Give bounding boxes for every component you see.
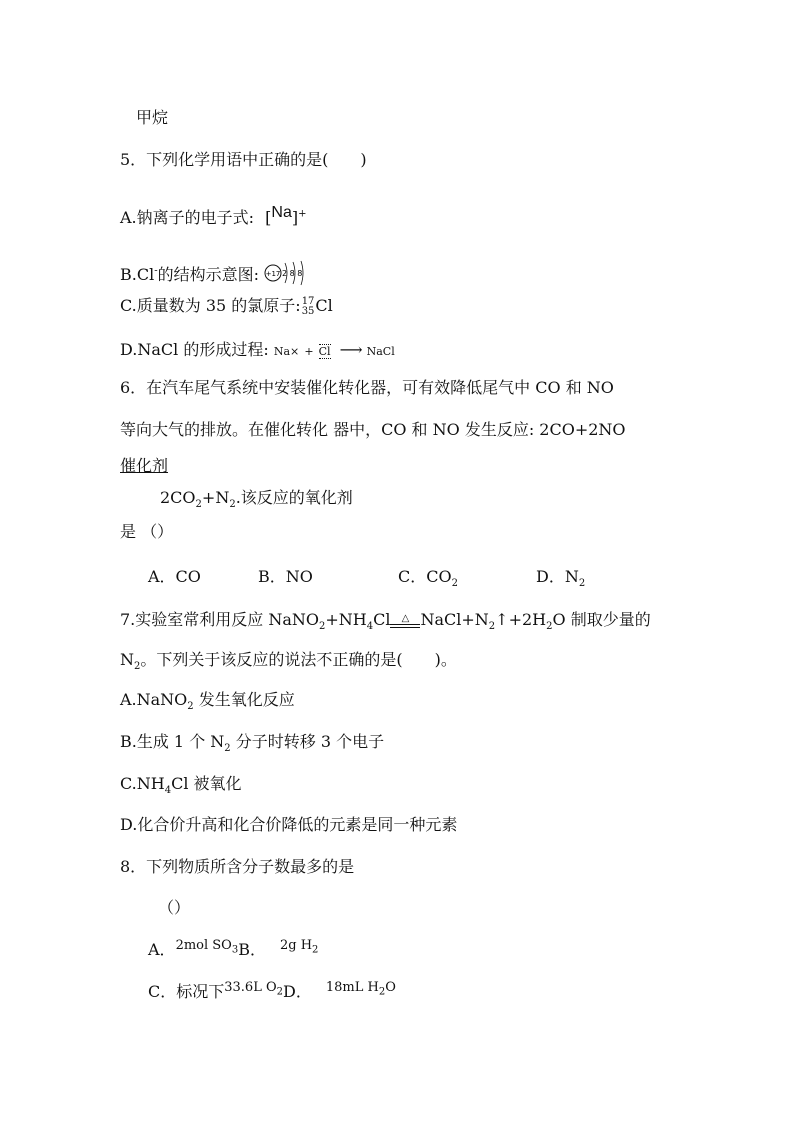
option-b-text-post: 的结构示意图: <box>157 265 259 284</box>
option-a-label: A． <box>148 940 176 959</box>
question-7-option-b: B.生成 1 个 $N_2$ 分子时转移 3 个电子 <box>120 732 385 755</box>
nucleus-label: +17 <box>265 270 281 278</box>
question-8-options-cd: C．标况下$^{33.6L O_2}$D． $^{18mL H_2O}$ <box>148 980 396 1001</box>
question-6-option-a: A．CO <box>148 567 201 586</box>
option-b-sup: - <box>154 265 158 277</box>
plus-sign: + <box>304 345 314 358</box>
question-7-option-c: $C.NH_4Cl$ 被氧化 <box>120 774 242 797</box>
question-6-line-2: 等向大气的排放。在催化转化 器中，CO 和 NO 发生反应: 2CO+2NO <box>120 420 626 439</box>
catalyst-label: 催化剂 <box>120 456 169 475</box>
methane-text: 甲烷 <box>136 108 169 127</box>
sodium-symbol: Na <box>271 204 292 221</box>
charge-plus: + <box>298 208 307 220</box>
question-6-option-c: C．$CO_2$ <box>398 567 458 590</box>
question-6-option-d: D．$N_2$ <box>536 567 586 590</box>
isotope-notation <box>302 297 315 317</box>
option-c-label: C．标况下 <box>148 982 225 1001</box>
question-6-line-1: 6．在汽车尾气系统中安装催化转化器，可有效降低尾气中 CO 和 NO <box>120 378 614 397</box>
option-d-text: D.NaCl 的形成过程: <box>120 340 269 359</box>
isotope-bottom: 35 <box>301 305 315 317</box>
option-b-text-pre: B.Cl <box>120 265 155 284</box>
question-5-option-d: D.NaCl 的形成过程: Na× + Cl ⟶ NaCl <box>120 340 395 359</box>
shell-labels: 2 8 8 <box>282 269 303 278</box>
option-c-text: C.质量数为 35 的氯原子: <box>120 296 301 315</box>
question-7-line-1: 7.实验室常利用反应 $NaNO_2+NH_4Cl$ △ $NaCl+N_2↑+2H_2O$ 制取少量的 <box>120 610 651 633</box>
option-d-label: D． <box>283 982 312 1001</box>
isotope-top: 17 <box>301 295 315 307</box>
question-8-options-ab: A．$^{2mol SO_3}$B． $^{2g H_2}$ <box>148 938 319 959</box>
option-b-label: B． <box>238 940 266 959</box>
reaction-arrow: ⟶ <box>339 340 363 359</box>
question-7-line-2: $N_2$。下列关于该反应的说法不正确的是( )。 <box>120 650 457 673</box>
na-symbol: Na <box>273 345 291 358</box>
question-6-line-4: 是 （） <box>120 522 174 541</box>
question-5-stem: 5．下列化学用语中正确的是( ) <box>120 150 367 169</box>
question-5-option-b <box>120 260 312 291</box>
atom-structure-icon <box>264 260 312 291</box>
question-6-option-b: B．NO <box>258 567 313 586</box>
question-8-stem: 8．下列物质所含分子数最多的是 <box>120 857 355 876</box>
question-6-line-3: $2CO_2+N_2$.该反应的氧化剂 <box>160 488 353 511</box>
option-a-text: A.钠离子的电子式: <box>120 208 255 227</box>
question-8-paren: （） <box>158 898 191 917</box>
question-7-option-a: A.NaNO$_2$ 发生氧化反应 <box>120 690 295 713</box>
chlorine-symbol: Cl <box>315 296 333 315</box>
product-nacl: NaCl <box>366 345 395 358</box>
question-7-option-d: D.化合价升高和化合价降低的元素是同一种元素 <box>120 815 458 834</box>
question-5-option-c <box>120 296 333 317</box>
bracket-close: ] <box>291 208 299 227</box>
question-5-option-a <box>120 204 307 229</box>
heat-condition: △ <box>390 614 420 628</box>
bracket-open: [ <box>265 208 272 227</box>
cl-symbol: Cl <box>318 345 331 358</box>
